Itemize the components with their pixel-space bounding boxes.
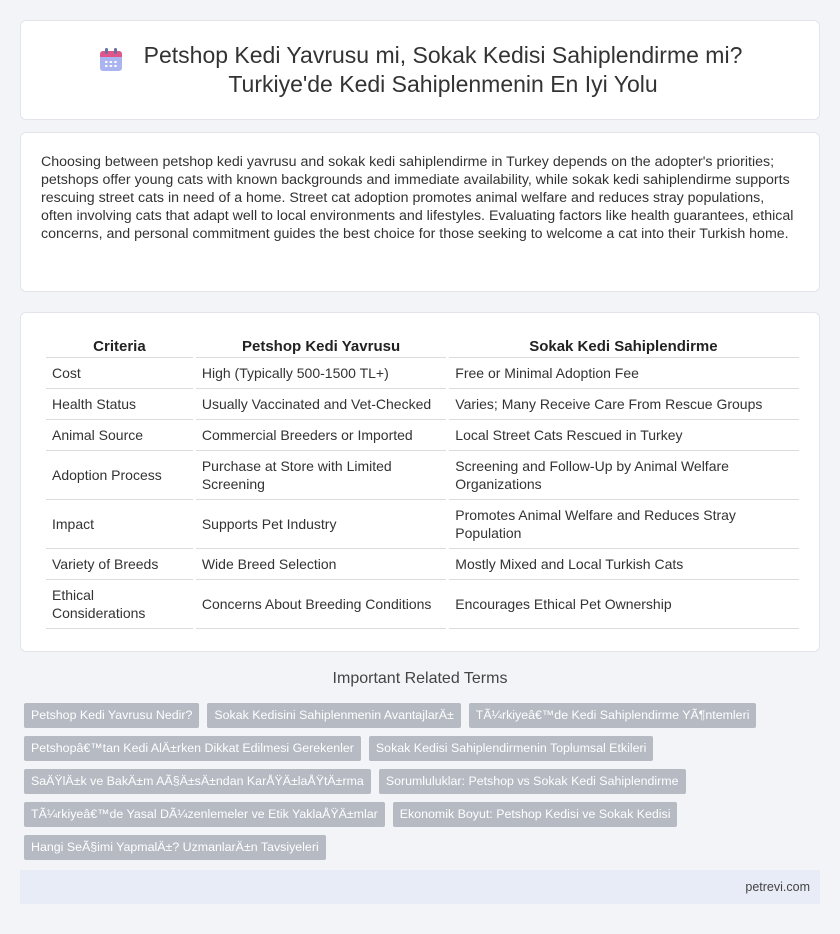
related-term-link[interactable]: Sokak Kedisini Sahiplenmenin AvantajlarÄ±: [207, 703, 460, 728]
related-term-link[interactable]: Sorumluluklar: Petshop vs Sokak Kedi Sahiplendirme: [379, 769, 686, 794]
table-cell: Impact: [45, 500, 195, 549]
table-cell: Concerns About Breeding Conditions: [194, 580, 447, 629]
table-header-row: [45, 335, 800, 358]
title-card: [20, 20, 820, 120]
footer-site-link[interactable]: petrevi.com: [745, 880, 810, 894]
table-cell: Commercial Breeders or Imported: [194, 420, 447, 451]
table-cell: Supports Pet Industry: [194, 500, 447, 549]
table-row: [45, 358, 800, 389]
table-cell: Screening and Follow-Up by Animal Welfare Organizations: [448, 451, 799, 500]
table-cell: Cost: [45, 358, 195, 389]
comparison-card: [20, 312, 820, 652]
related-term-link[interactable]: TÃ¼rkiyeâ€™de Kedi Sahiplendirme YÃ¶ntemleri: [469, 703, 757, 728]
related-term-link[interactable]: Petshopâ€™tan Kedi AlÄ±rken Dikkat Edilmesi Gerekenler: [24, 736, 361, 761]
table-row: [45, 580, 800, 629]
table-cell: Promotes Animal Welfare and Reduces Stray Population: [448, 500, 799, 549]
table-cell: Adoption Process: [45, 451, 195, 500]
table-cell: Varies; Many Receive Care From Rescue Groups: [448, 389, 799, 420]
table-cell: Health Status: [45, 389, 195, 420]
related-term-link[interactable]: SaÄŸlÄ±k ve BakÄ±m AÃ§Ä±sÄ±ndan KarÅŸÄ±laÅŸtÄ±rma: [24, 769, 371, 794]
table-cell: Animal Source: [45, 420, 195, 451]
related-terms-list: [24, 703, 824, 868]
table-row: [45, 389, 800, 420]
related-term-link[interactable]: Petshop Kedi Yavrusu Nedir?: [24, 703, 199, 728]
table-cell: Variety of Breeds: [45, 549, 195, 580]
table-cell: Wide Breed Selection: [194, 549, 447, 580]
intro-text: Choosing between petshop kedi yavrusu and sokak kedi sahiplendirme in Turkey depends on the adopter's priorities; petshops offer young cats with known backgrounds and immediate availability, while sokak kedi sahiplendirme supports rescuing street cats in need of a home. Street cat adoption promotes animal welfare and reduces stray populations, often involving cats that adapt well to local environments and lifestyles. Evaluating factors like health guarantees, ethical concerns, and personal commitment guides the best choice for those seeking to welcome a cat into their Turkish home.: [41, 154, 794, 242]
related-term-link[interactable]: Ekonomik Boyut: Petshop Kedisi ve Sokak Kedisi: [393, 802, 678, 827]
table-row: [45, 500, 800, 549]
table-row: [45, 451, 800, 500]
page-title: [144, 41, 743, 99]
table-cell: Ethical Considerations: [45, 580, 195, 629]
calendar-icon: [98, 47, 124, 73]
table-cell: Usually Vaccinated and Vet-Checked: [194, 389, 447, 420]
intro-card: [20, 132, 820, 292]
table-cell: High (Typically 500-1500 TL+): [194, 358, 447, 389]
page-title-line2: Turkiye'de Kedi Sahiplenmenin En Iyi Yolu: [228, 71, 658, 97]
table-cell: Mostly Mixed and Local Turkish Cats: [448, 549, 799, 580]
footer: [20, 870, 820, 904]
related-term-link[interactable]: Hangi SeÃ§imi YapmalÄ±? UzmanlarÄ±n Tavsiyeleri: [24, 835, 326, 860]
title-wrap: [98, 41, 743, 99]
column-header-petshop: Petshop Kedi Yavrusu: [194, 335, 447, 358]
table-cell: Local Street Cats Rescued in Turkey: [448, 420, 799, 451]
table-cell: Free or Minimal Adoption Fee: [448, 358, 799, 389]
table-row: [45, 420, 800, 451]
column-header-sokak: Sokak Kedi Sahiplendirme: [448, 335, 799, 358]
table-row: [45, 549, 800, 580]
column-header-criteria: Criteria: [45, 335, 195, 358]
related-term-link[interactable]: Sokak Kedisi Sahiplendirmenin Toplumsal Etkileri: [369, 736, 653, 761]
related-terms-title: Important Related Terms: [332, 670, 508, 687]
table-cell: Encourages Ethical Pet Ownership: [448, 580, 799, 629]
related-term-link[interactable]: TÃ¼rkiyeâ€™de Yasal DÃ¼zenlemeler ve Etik YaklaÅŸÄ±mlar: [24, 802, 385, 827]
table-cell: Purchase at Store with Limited Screening: [194, 451, 447, 500]
page-title-line1: Petshop Kedi Yavrusu mi, Sokak Kedisi Sahiplendirme mi?: [143, 42, 743, 68]
comparison-table: [43, 335, 799, 629]
